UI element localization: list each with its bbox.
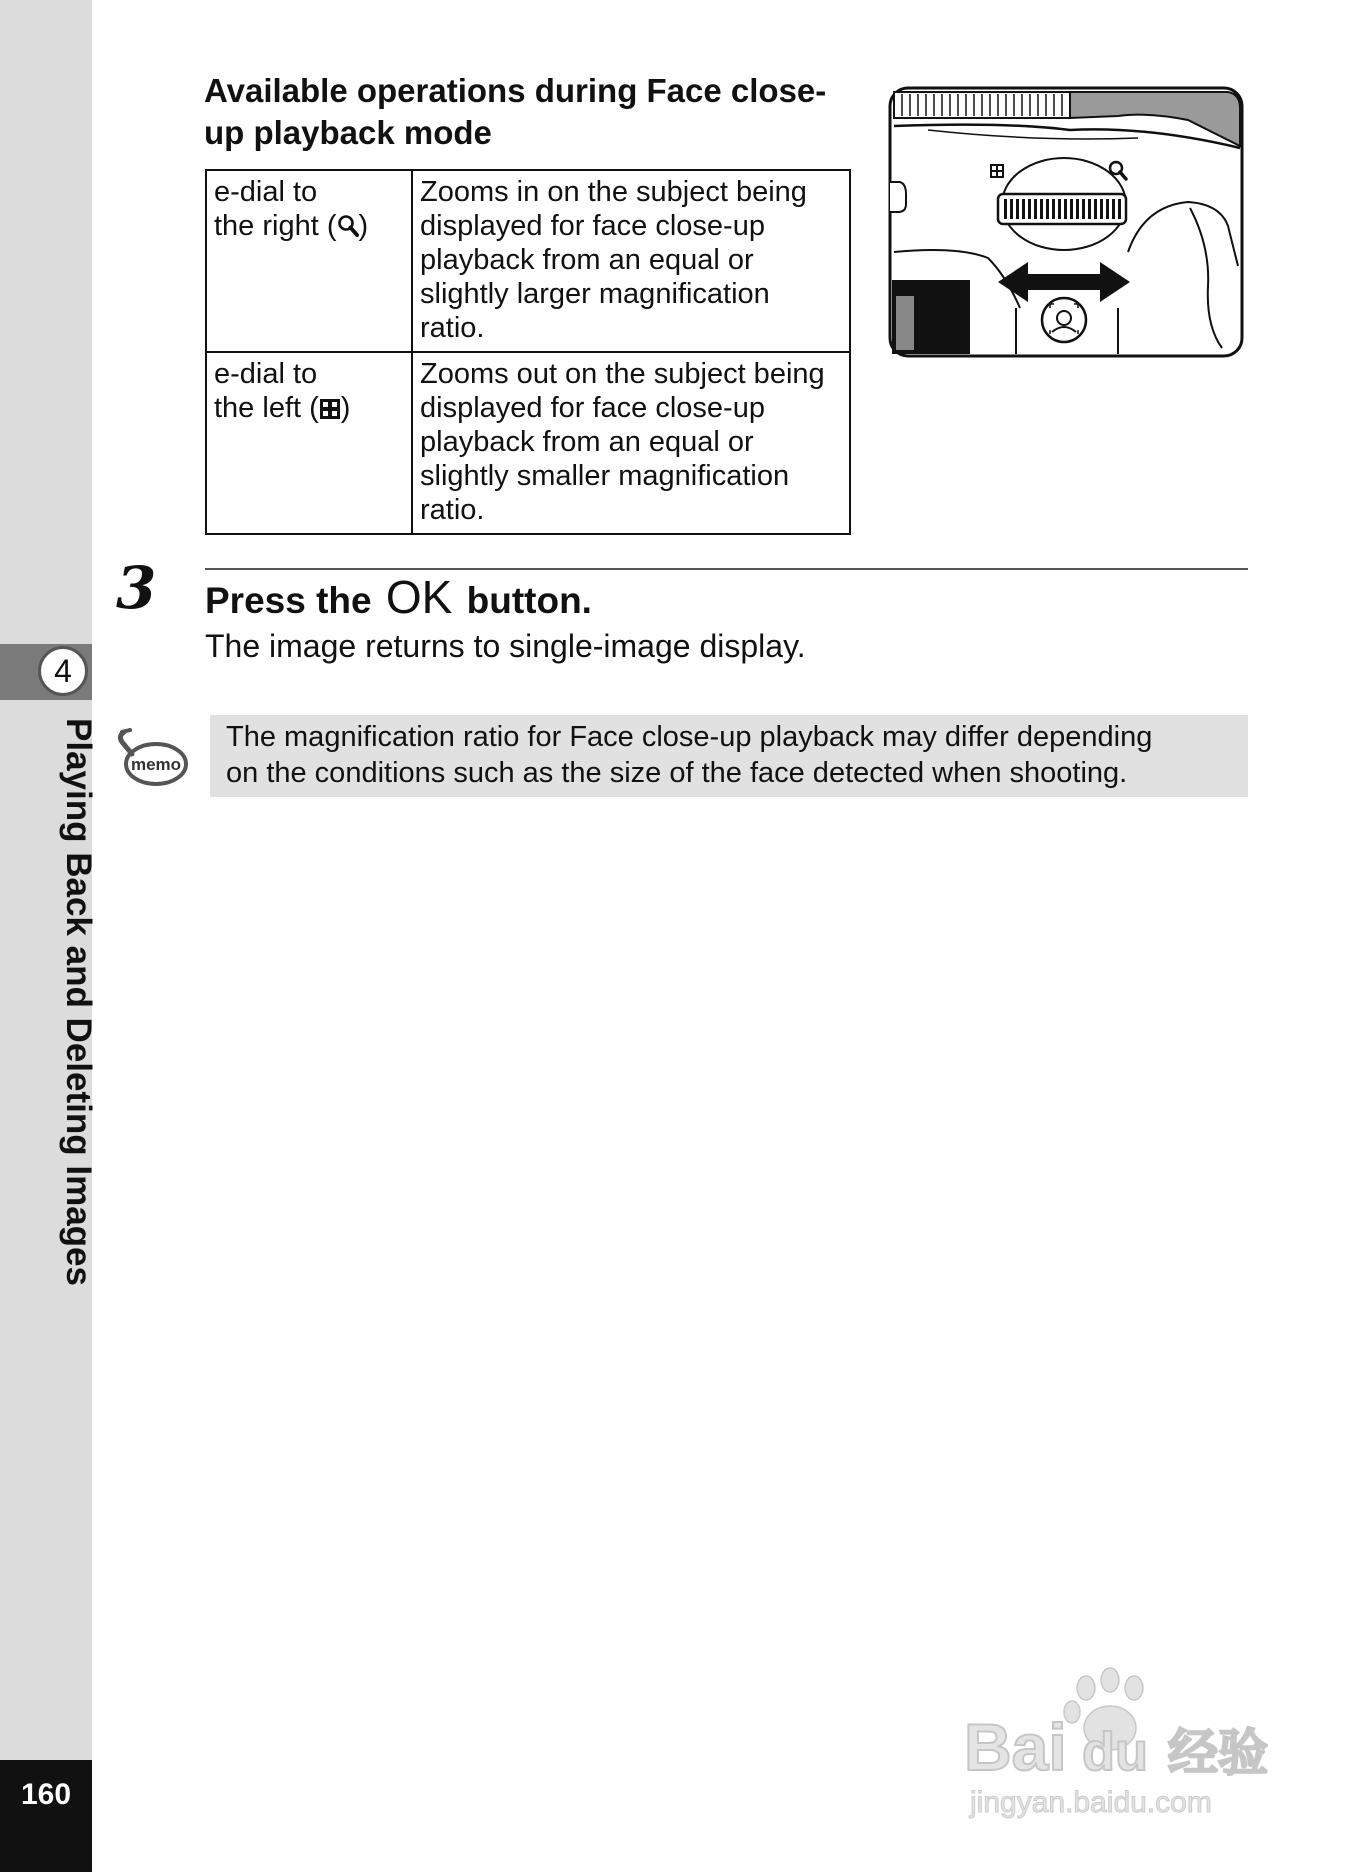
camera-e-dial-illustration — [888, 86, 1244, 358]
operations-table — [205, 169, 851, 535]
step-title — [205, 571, 592, 624]
action-line1: e-dial to — [214, 176, 318, 208]
thumbnail-grid-icon — [319, 398, 341, 420]
watermark-brand-cjk: 经验 — [1168, 1724, 1268, 1782]
watermark-brand-latin: Bai — [964, 1710, 1067, 1784]
action-line1: e-dial to — [214, 358, 318, 390]
step-description: The image returns to single-image display. — [205, 628, 806, 664]
operations-heading — [204, 70, 864, 154]
action-cell — [206, 170, 412, 352]
operations-heading-line2: up playback mode — [204, 114, 492, 151]
page-number: 160 — [0, 1760, 92, 1872]
table-row — [206, 352, 850, 534]
ok-button-label: OK — [385, 571, 453, 623]
section-divider — [205, 568, 1248, 570]
magnify-icon — [337, 214, 359, 238]
description-cell: Zooms in on the subject being displayed for face close-up playback from an equal or slightly larger magnification ratio. — [412, 170, 850, 352]
chapter-title: Playing Back and Deleting Images — [59, 718, 98, 1286]
step-title-prefix: Press the — [205, 580, 372, 621]
action-line2-prefix: the right ( — [214, 210, 337, 242]
step-title-suffix: button. — [466, 580, 592, 621]
memo-text-line1: The magnification ratio for Face close-up playback may differ depending — [226, 721, 1153, 753]
watermark-url: jingyan.baidu.com — [970, 1786, 1212, 1819]
action-line2-prefix: the left ( — [214, 392, 319, 424]
baidu-jingyan-watermark — [960, 1666, 1280, 1822]
description-cell: Zooms out on the subject being displayed for face close-up playback from an equal or slightly smaller magnification ratio. — [412, 352, 850, 534]
action-cell — [206, 352, 412, 534]
table-row — [206, 170, 850, 352]
watermark-brand-du: du — [1082, 1722, 1148, 1782]
memo-text-line2: on the conditions such as the size of the face detected when shooting. — [226, 757, 1128, 789]
chapter-number-badge: 4 — [38, 646, 88, 696]
action-line2-suffix: ) — [358, 210, 369, 242]
memo-note — [210, 715, 1248, 797]
action-line2-suffix: ) — [340, 392, 351, 424]
operations-heading-line1: Available operations during Face close- — [204, 72, 827, 109]
memo-icon-label: memo — [130, 755, 182, 774]
memo-icon — [116, 726, 188, 788]
step-number: 3 — [116, 554, 157, 622]
